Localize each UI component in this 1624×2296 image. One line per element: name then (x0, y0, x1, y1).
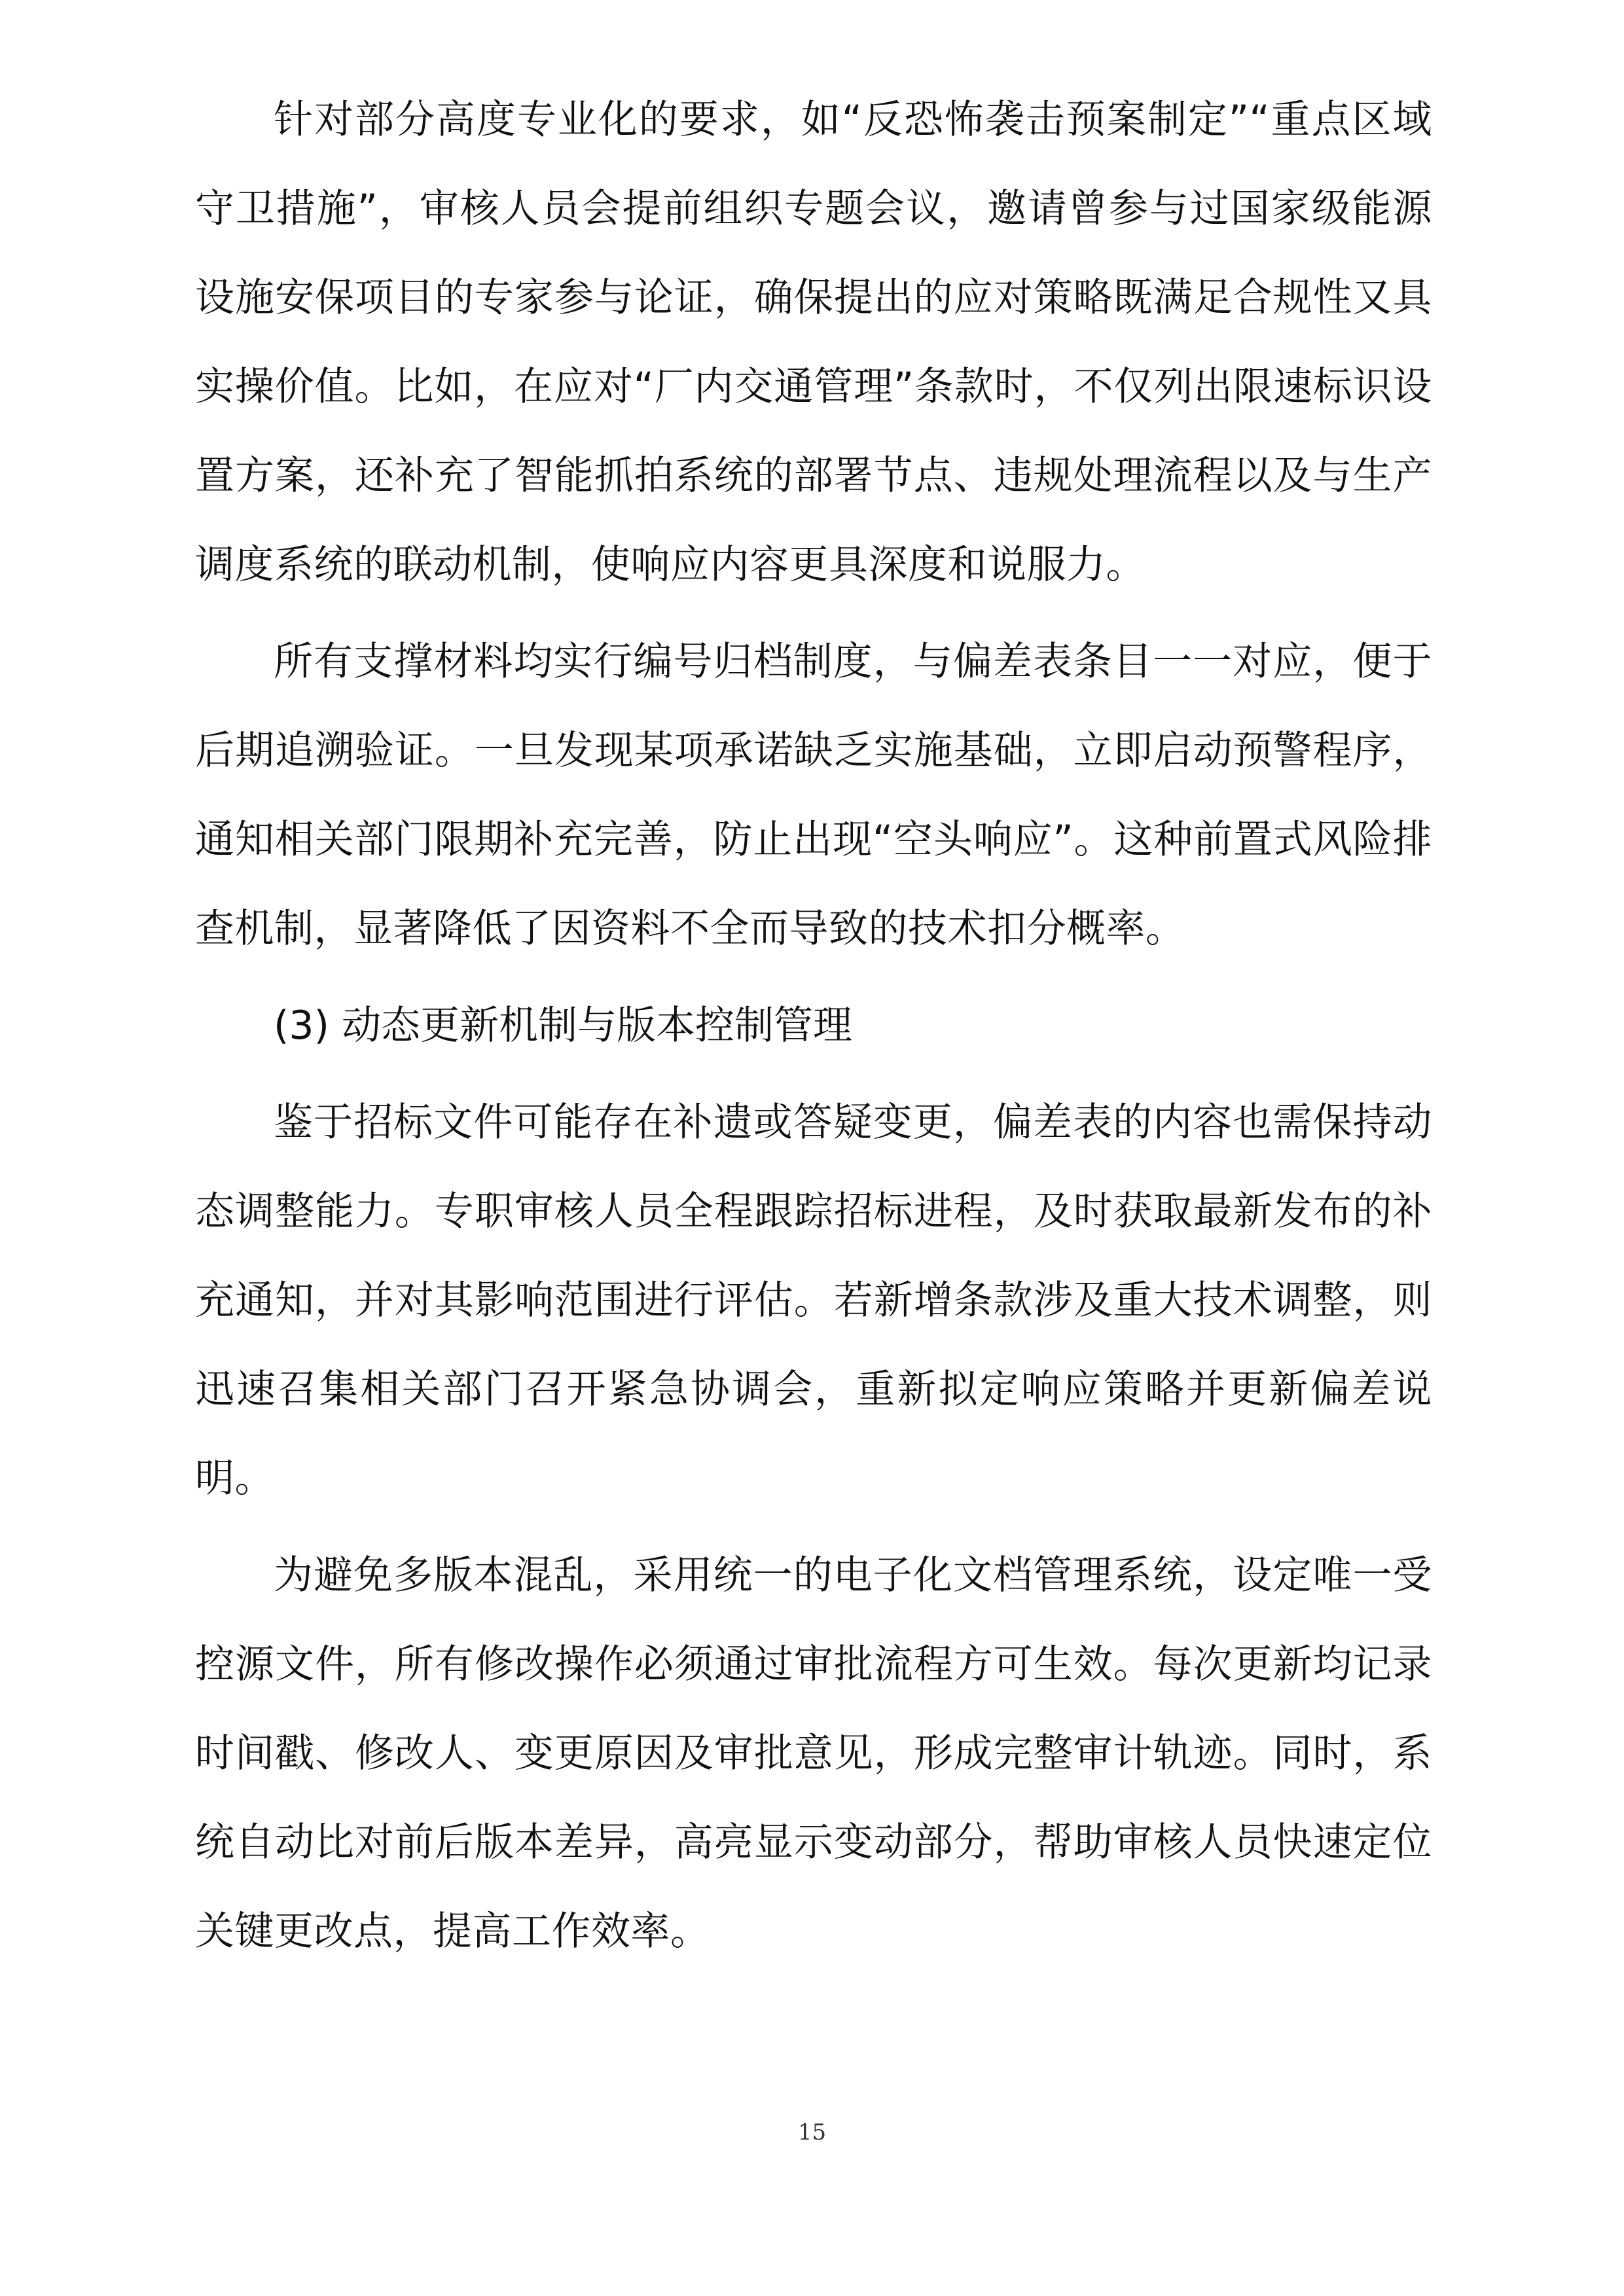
paragraph-archiving: 所有支撑材料均实行编号归档制度，与偏差表条目一一对应，便于后期追溯验证。一旦发现某项承诺缺乏实施基础，立即启动预警程序，通知相关部门限期补充完善，防止出现“空头响应”。这种前置式风险排查机制，显著降低了因资料不全而导致的技术扣分概率。 (195, 639, 1432, 952)
paragraph-version-control: 为避免多版本混乱，采用统一的电子化文档管理系统，设定唯一受控源文件，所有修改操作必须通过审批流程方可生效。每次更新均记录时间戳、修改人、变更原因及审批意见，形成完整审计轨迹。同时，系统自动比对前后版本差异，高亮显示变动部分，帮助审核人员快速定位关键更改点，提高工作效率。 (195, 1552, 1432, 1954)
section-heading-dynamic-update: (3) 动态更新机制与版本控制管理 (274, 1003, 853, 1049)
paragraph-expert-review: 针对部分高度专业化的要求，如“反恐怖袭击预案制定”“重点区域守卫措施”，审核人员会提前组织专题会议，邀请曾参与过国家级能源设施安保项目的专家参与论证，确保提出的应对策略既满足合规性又具实操价值。比如，在应对“厂内交通管理”条款时，不仅列出限速标识设置方案，还补充了智能抓拍系统的部署节点、违规处理流程以及与生产调度系统的联动机制，使响应内容更具深度和说服力。 (195, 97, 1432, 588)
paragraph-tender-changes: 鉴于招标文件可能存在补遗或答疑变更，偏差表的内容也需保持动态调整能力。专职审核人员全程跟踪招标进程，及时获取最新发布的补充通知，并对其影响范围进行评估。若新增条款涉及重大技术调整，则迅速召集相关部门召开紧急协调会，重新拟定响应策略并更新偏差说明。 (195, 1100, 1432, 1501)
document-body (195, 75, 1432, 1984)
page-number: 15 (797, 2119, 827, 2145)
